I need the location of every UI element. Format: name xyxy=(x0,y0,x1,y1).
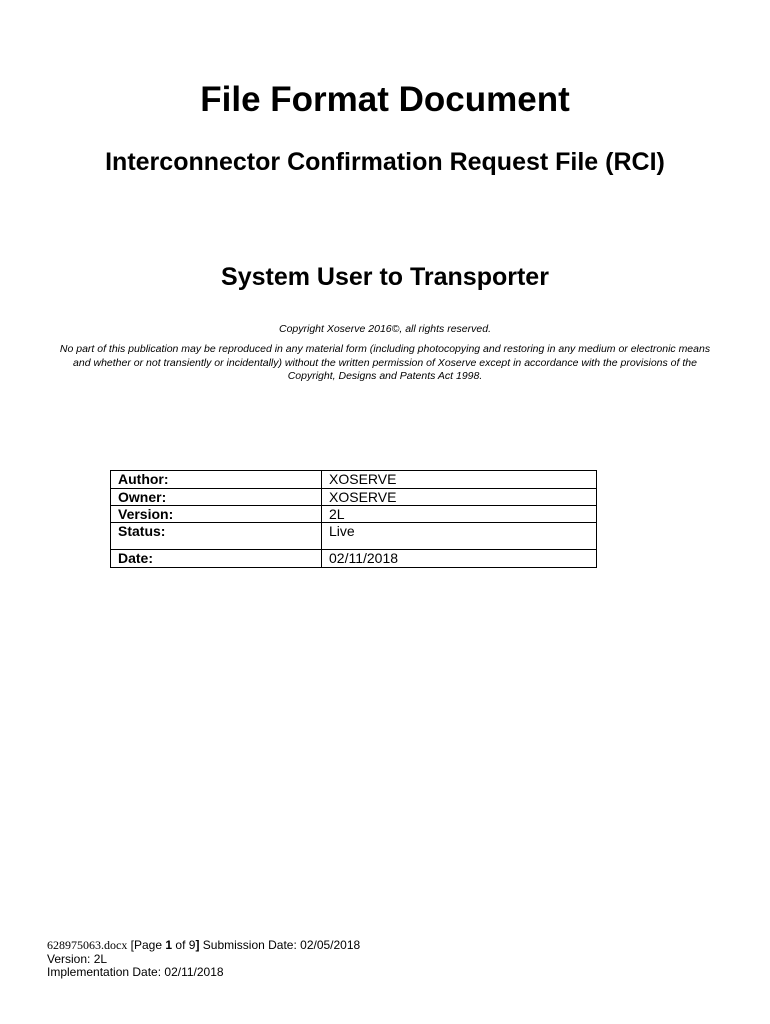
date-value: 02/11/2018 xyxy=(322,550,597,568)
table-row xyxy=(111,523,597,550)
author-label: Author: xyxy=(111,471,322,489)
table-row xyxy=(111,550,597,568)
document-subtitle: Interconnector Confirmation Request File (RCI) xyxy=(105,148,665,176)
status-value: Live xyxy=(322,523,597,550)
footer-page-line xyxy=(47,939,360,953)
footer-page-of: of xyxy=(172,938,189,952)
footer-version: Version: 2L xyxy=(47,951,108,966)
table-row xyxy=(111,471,597,489)
table-row xyxy=(111,506,597,523)
copyright-notice: Copyright Xoserve 2016©, all rights reserved. xyxy=(278,323,491,335)
rights-notice: No part of this publication may be reproduced in any material form (including photocopying and restoring in any medium or electronic means and whether or not transiently or incidentally) without the written permission of Xoserve except in accordance with the provisions of the Copyright, Designs and Patents Act 1998. xyxy=(59,343,711,382)
footer-page-prefix: [Page xyxy=(130,938,166,952)
version-value: 2L xyxy=(322,506,597,523)
footer-page-current: 1 xyxy=(165,938,173,952)
footer-submission-date: Submission Date: 02/05/2018 xyxy=(199,938,361,952)
footer-page-suffix: ] xyxy=(195,938,200,952)
footer-implementation-date: Implementation Date: 02/11/2018 xyxy=(47,965,224,979)
table-row xyxy=(111,489,597,506)
page-footer xyxy=(47,939,360,980)
footer-filename: 628975063.docx xyxy=(47,938,128,952)
document-title: File Format Document xyxy=(200,80,570,119)
footer-page-total: 9 xyxy=(188,938,196,952)
status-label: Status: xyxy=(111,523,322,550)
flow-direction-heading: System User to Transporter xyxy=(221,263,549,291)
owner-label: Owner: xyxy=(111,489,322,506)
document-info-table xyxy=(110,470,597,568)
author-value: XOSERVE xyxy=(322,471,597,489)
version-label: Version: xyxy=(111,506,322,523)
owner-value: XOSERVE xyxy=(322,489,597,506)
date-label: Date: xyxy=(111,550,322,568)
